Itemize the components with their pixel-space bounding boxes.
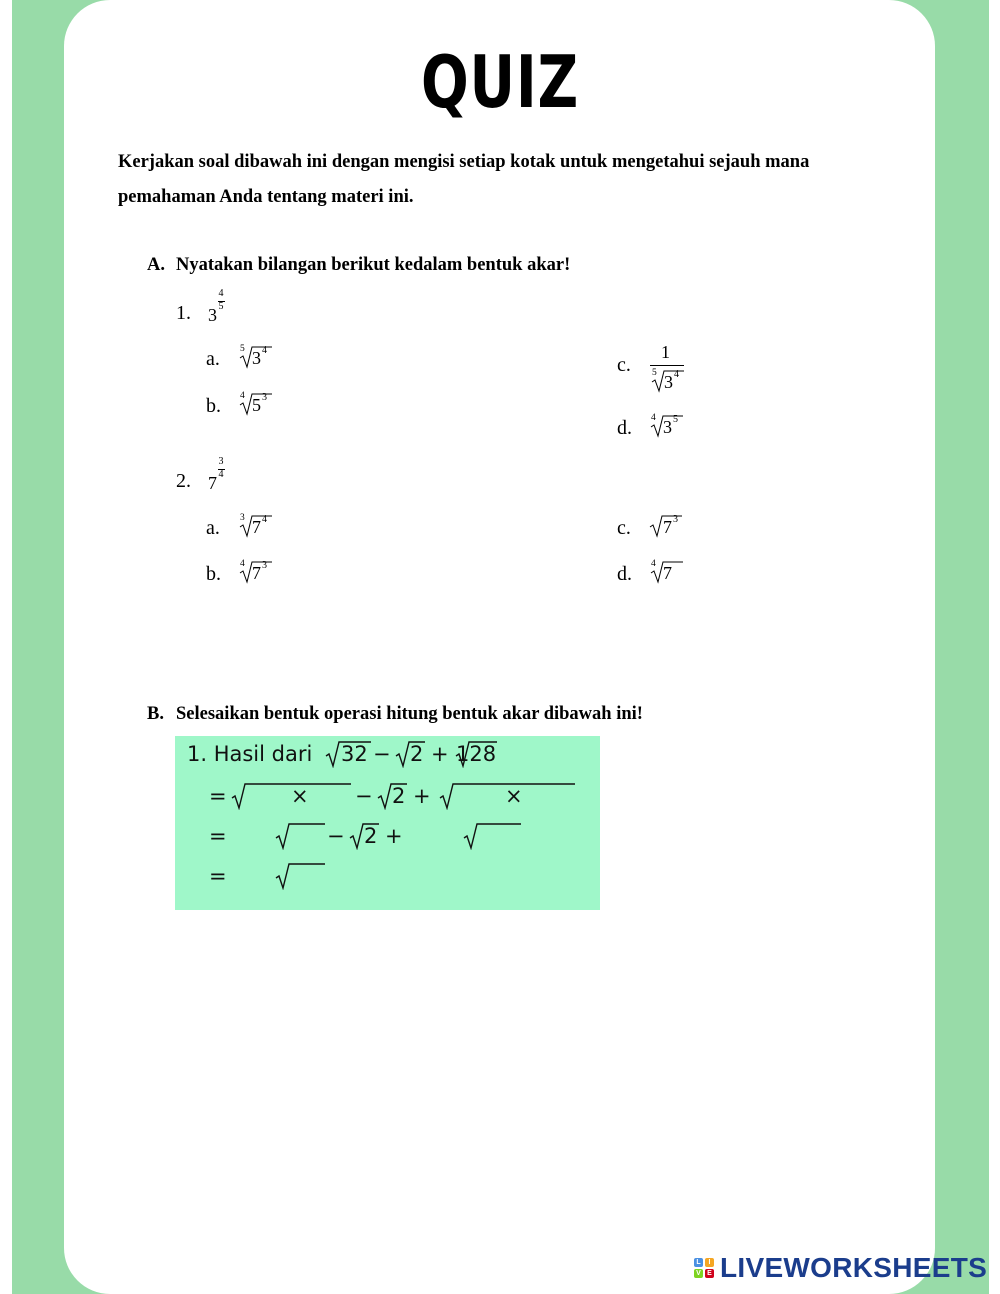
q2-option-b-power: 3	[262, 560, 267, 571]
question-1-number: 1.	[176, 302, 191, 324]
q1-option-c-power: 4	[674, 369, 679, 380]
q1-option-c-label[interactable]: c.	[617, 354, 631, 376]
q2-option-a-label[interactable]: a.	[206, 517, 220, 539]
q1-option-a-base: 3	[252, 348, 261, 368]
q2-option-d-index: 4	[651, 559, 656, 569]
question-1-exp-den: 5	[218, 301, 224, 312]
minus-sign: −	[327, 824, 345, 848]
equals-sign: =	[209, 864, 227, 888]
problem-prefix: 1. Hasil dari	[187, 742, 313, 766]
q2-option-b-label[interactable]: b.	[206, 563, 221, 585]
brand-name: LIVEWORKSHEETS	[720, 1252, 988, 1283]
q1-option-c-index: 5	[652, 368, 657, 378]
question-1-base: 3	[208, 305, 217, 325]
question-2-exp-num: 3	[218, 456, 224, 467]
section-b-letter: B.	[147, 704, 164, 724]
q1-option-c-numerator: 1	[661, 342, 670, 362]
equals-sign: =	[209, 784, 227, 808]
plus-sign: +	[385, 824, 403, 848]
q2-option-a-base: 7	[252, 517, 261, 537]
question-2-exp-den: 4	[218, 469, 224, 480]
q2-option-c-power: 3	[673, 514, 678, 525]
radicand-128: 128	[456, 742, 497, 766]
section-a-letter: A.	[147, 255, 165, 275]
q2-option-a-power: 4	[262, 514, 267, 525]
logo-badge-e: E	[705, 1269, 714, 1278]
logo-badge-v: V	[694, 1269, 703, 1278]
minus-sign: −	[373, 742, 391, 766]
q1-option-d-base: 3	[663, 417, 672, 437]
q1-option-b-base: 5	[252, 395, 261, 415]
section-a-heading: Nyatakan bilangan berikut kedalam bentuk akar!	[176, 255, 571, 275]
q1-option-d-power: 5	[673, 414, 678, 425]
q1-option-c-base: 3	[664, 372, 673, 392]
q1-option-a-power: 4	[262, 345, 267, 356]
radical-icon	[275, 822, 325, 850]
instructions: Kerjakan soal dibawah ini dengan mengisi setiap kotak untuk mengetahui sejauh mana pemahaman Anda tentang materi ini.	[118, 152, 810, 207]
q1-option-b-label[interactable]: b.	[206, 395, 221, 417]
q1-option-d-label[interactable]: d.	[617, 417, 632, 439]
radical-icon	[275, 862, 325, 890]
plus-sign: +	[431, 742, 449, 766]
minus-sign: −	[355, 784, 373, 808]
page-title: QUIZ	[420, 40, 580, 124]
question-2-number: 2.	[176, 470, 191, 492]
q2-option-d-base: 7	[663, 563, 672, 583]
question-1-exp-num: 4	[218, 288, 224, 299]
radical-icon	[463, 822, 521, 850]
exercise-box	[175, 736, 600, 910]
radicand-32: 32	[341, 742, 368, 766]
q2-option-c-label[interactable]: c.	[617, 517, 631, 539]
radicand-2: 2	[410, 742, 424, 766]
q1-option-d-index: 4	[651, 413, 656, 423]
q2-option-b-index: 4	[240, 559, 245, 569]
q1-option-c-fraction-bar	[650, 365, 684, 366]
times-sign: ×	[505, 784, 523, 808]
logo-badge-l: L	[694, 1258, 703, 1267]
radicand-2: 2	[364, 824, 378, 848]
section-b-heading: Selesaikan bentuk operasi hitung bentuk akar dibawah ini!	[176, 704, 643, 724]
q1-option-b-index: 4	[240, 391, 245, 401]
radicand-2: 2	[392, 784, 406, 808]
plus-sign: +	[413, 784, 431, 808]
q2-option-b-base: 7	[252, 563, 261, 583]
q2-option-d-label[interactable]: d.	[617, 563, 632, 585]
equals-sign: =	[209, 824, 227, 848]
q1-option-b-power: 3	[262, 392, 267, 403]
q2-option-c-base: 7	[663, 517, 672, 537]
q2-option-a-index: 3	[240, 513, 245, 523]
times-sign: ×	[291, 784, 309, 808]
q1-option-a-label[interactable]: a.	[206, 348, 220, 370]
question-2-base: 7	[208, 473, 217, 493]
q1-option-a-index: 5	[240, 344, 245, 354]
logo-badge-i: I	[705, 1258, 714, 1267]
